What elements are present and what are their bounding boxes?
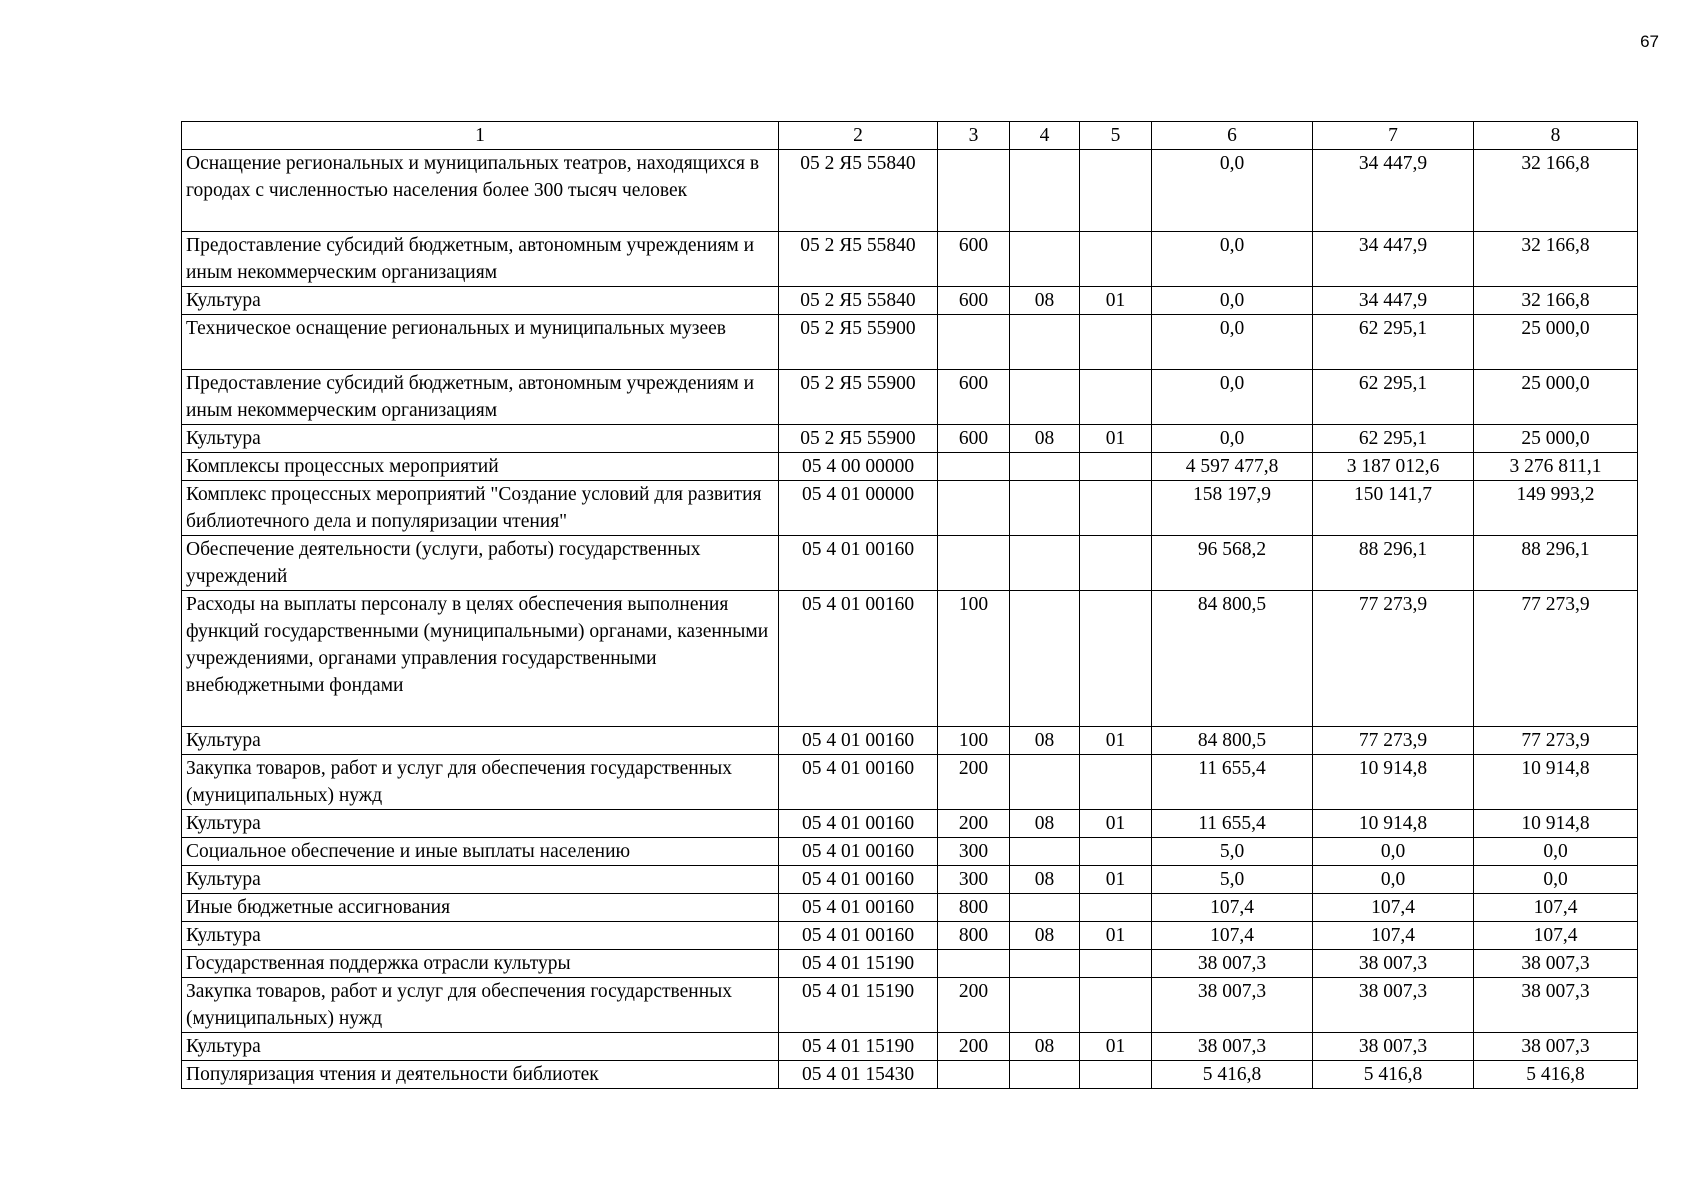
section-cell: [1010, 950, 1080, 978]
code-cell: 05 4 01 00000: [779, 481, 938, 536]
amount-col8-cell: 32 166,8: [1474, 287, 1638, 315]
amount-col8-cell: 5 416,8: [1474, 1061, 1638, 1089]
amount-col6-cell: 5 416,8: [1152, 1061, 1313, 1089]
section-cell: 08: [1010, 1033, 1080, 1061]
code-cell: 05 2 Я5 55840: [779, 232, 938, 287]
row-name-cell: Предоставление субсидий бюджетным, автономным учреждениям и иным некоммерческим организациям: [182, 232, 779, 287]
expense-type-cell: 200: [938, 1033, 1010, 1061]
amount-col8-cell: 3 276 811,1: [1474, 453, 1638, 481]
subsection-cell: [1080, 453, 1152, 481]
table-row: [182, 727, 1638, 755]
row-name-cell: Культура: [182, 866, 779, 894]
expense-type-cell: 600: [938, 425, 1010, 453]
expense-type-cell: 200: [938, 978, 1010, 1033]
row-name-cell: Техническое оснащение региональных и муниципальных музеев: [182, 315, 779, 370]
header-cell: 4: [1010, 122, 1080, 150]
header-cell: 2: [779, 122, 938, 150]
table-row: [182, 425, 1638, 453]
amount-col6-cell: 0,0: [1152, 425, 1313, 453]
amount-col7-cell: 34 447,9: [1313, 287, 1474, 315]
expense-type-cell: [938, 481, 1010, 536]
amount-col8-cell: 38 007,3: [1474, 978, 1638, 1033]
amount-col8-cell: 25 000,0: [1474, 370, 1638, 425]
code-cell: 05 4 01 00160: [779, 810, 938, 838]
section-cell: [1010, 370, 1080, 425]
code-cell: 05 4 01 00160: [779, 591, 938, 727]
header-cell: 8: [1474, 122, 1638, 150]
section-cell: [1010, 481, 1080, 536]
table-row: [182, 866, 1638, 894]
amount-col8-cell: 149 993,2: [1474, 481, 1638, 536]
subsection-cell: [1080, 150, 1152, 232]
amount-col7-cell: 107,4: [1313, 894, 1474, 922]
amount-col7-cell: 77 273,9: [1313, 591, 1474, 727]
header-cell: 7: [1313, 122, 1474, 150]
table-row: [182, 1033, 1638, 1061]
amount-col6-cell: 4 597 477,8: [1152, 453, 1313, 481]
table-row: [182, 287, 1638, 315]
code-cell: 05 2 Я5 55900: [779, 315, 938, 370]
header-cell: 3: [938, 122, 1010, 150]
table-row: [182, 232, 1638, 287]
amount-col7-cell: 150 141,7: [1313, 481, 1474, 536]
subsection-cell: [1080, 950, 1152, 978]
subsection-cell: 01: [1080, 287, 1152, 315]
amount-col6-cell: 107,4: [1152, 894, 1313, 922]
amount-col7-cell: 88 296,1: [1313, 536, 1474, 591]
amount-col7-cell: 5 416,8: [1313, 1061, 1474, 1089]
amount-col7-cell: 0,0: [1313, 838, 1474, 866]
row-name-cell: Культура: [182, 922, 779, 950]
amount-col8-cell: 107,4: [1474, 922, 1638, 950]
expense-type-cell: 200: [938, 755, 1010, 810]
amount-col6-cell: 0,0: [1152, 287, 1313, 315]
amount-col6-cell: 158 197,9: [1152, 481, 1313, 536]
code-cell: 05 4 00 00000: [779, 453, 938, 481]
expense-type-cell: [938, 536, 1010, 591]
section-cell: 08: [1010, 287, 1080, 315]
subsection-cell: 01: [1080, 425, 1152, 453]
amount-col8-cell: 38 007,3: [1474, 950, 1638, 978]
code-cell: 05 4 01 00160: [779, 838, 938, 866]
amount-col8-cell: 32 166,8: [1474, 150, 1638, 232]
amount-col8-cell: 0,0: [1474, 838, 1638, 866]
expense-type-cell: 300: [938, 838, 1010, 866]
code-cell: 05 4 01 00160: [779, 894, 938, 922]
expense-type-cell: [938, 950, 1010, 978]
subsection-cell: [1080, 481, 1152, 536]
row-name-cell: Обеспечение деятельности (услуги, работы) государственных учреждений: [182, 536, 779, 591]
amount-col6-cell: 107,4: [1152, 922, 1313, 950]
table-row: [182, 1061, 1638, 1089]
table-row: [182, 978, 1638, 1033]
amount-col7-cell: 107,4: [1313, 922, 1474, 950]
subsection-cell: [1080, 232, 1152, 287]
header-cell: 5: [1080, 122, 1152, 150]
code-cell: 05 4 01 00160: [779, 922, 938, 950]
section-cell: 08: [1010, 922, 1080, 950]
row-name-cell: Культура: [182, 727, 779, 755]
table-row: [182, 591, 1638, 727]
amount-col7-cell: 38 007,3: [1313, 950, 1474, 978]
header-row: [182, 122, 1638, 150]
amount-col6-cell: 38 007,3: [1152, 950, 1313, 978]
subsection-cell: [1080, 591, 1152, 727]
amount-col6-cell: 0,0: [1152, 370, 1313, 425]
row-name-cell: Комплексы процессных мероприятий: [182, 453, 779, 481]
subsection-cell: [1080, 894, 1152, 922]
amount-col8-cell: 38 007,3: [1474, 1033, 1638, 1061]
header-cell: 1: [182, 122, 779, 150]
amount-col6-cell: 5,0: [1152, 866, 1313, 894]
row-name-cell: Расходы на выплаты персоналу в целях обеспечения выполнения функций государственными (муниципальными) органами, казенными учреждениями, органами управления государственными внебюджетными фондами: [182, 591, 779, 727]
amount-col6-cell: 0,0: [1152, 150, 1313, 232]
expense-type-cell: 100: [938, 591, 1010, 727]
code-cell: 05 2 Я5 55840: [779, 150, 938, 232]
code-cell: 05 4 01 00160: [779, 727, 938, 755]
table-row: [182, 755, 1638, 810]
expense-type-cell: [938, 315, 1010, 370]
code-cell: 05 2 Я5 55900: [779, 370, 938, 425]
subsection-cell: [1080, 536, 1152, 591]
section-cell: [1010, 1061, 1080, 1089]
row-name-cell: Государственная поддержка отрасли культуры: [182, 950, 779, 978]
amount-col8-cell: 25 000,0: [1474, 425, 1638, 453]
row-name-cell: Предоставление субсидий бюджетным, автономным учреждениям и иным некоммерческим организациям: [182, 370, 779, 425]
amount-col6-cell: 96 568,2: [1152, 536, 1313, 591]
amount-col6-cell: 38 007,3: [1152, 1033, 1313, 1061]
code-cell: 05 4 01 15190: [779, 950, 938, 978]
amount-col6-cell: 38 007,3: [1152, 978, 1313, 1033]
table-row: [182, 894, 1638, 922]
code-cell: 05 4 01 15190: [779, 978, 938, 1033]
table-row: [182, 922, 1638, 950]
expense-type-cell: 600: [938, 287, 1010, 315]
amount-col7-cell: 62 295,1: [1313, 425, 1474, 453]
amount-col6-cell: 0,0: [1152, 315, 1313, 370]
page-number: 67: [1640, 32, 1659, 51]
section-cell: [1010, 232, 1080, 287]
amount-col7-cell: 62 295,1: [1313, 315, 1474, 370]
section-cell: [1010, 591, 1080, 727]
expense-type-cell: 100: [938, 727, 1010, 755]
row-name-cell: Культура: [182, 810, 779, 838]
amount-col8-cell: 88 296,1: [1474, 536, 1638, 591]
row-name-cell: Иные бюджетные ассигнования: [182, 894, 779, 922]
table-row: [182, 150, 1638, 232]
subsection-cell: 01: [1080, 1033, 1152, 1061]
expense-type-cell: 800: [938, 894, 1010, 922]
subsection-cell: [1080, 978, 1152, 1033]
header-cell: 6: [1152, 122, 1313, 150]
code-cell: 05 4 01 00160: [779, 536, 938, 591]
amount-col6-cell: 5,0: [1152, 838, 1313, 866]
row-name-cell: Оснащение региональных и муниципальных театров, находящихся в городах с численностью населения более 300 тысяч человек: [182, 150, 779, 232]
amount-col6-cell: 84 800,5: [1152, 591, 1313, 727]
expense-type-cell: [938, 150, 1010, 232]
subsection-cell: [1080, 755, 1152, 810]
amount-col7-cell: 77 273,9: [1313, 727, 1474, 755]
amount-col7-cell: 38 007,3: [1313, 1033, 1474, 1061]
expense-type-cell: [938, 1061, 1010, 1089]
section-cell: [1010, 315, 1080, 370]
subsection-cell: [1080, 838, 1152, 866]
expense-type-cell: 200: [938, 810, 1010, 838]
amount-col7-cell: 10 914,8: [1313, 755, 1474, 810]
row-name-cell: Закупка товаров, работ и услуг для обеспечения государственных (муниципальных) нужд: [182, 978, 779, 1033]
table-row: [182, 950, 1638, 978]
code-cell: 05 2 Я5 55900: [779, 425, 938, 453]
subsection-cell: [1080, 1061, 1152, 1089]
table-row: [182, 810, 1638, 838]
subsection-cell: 01: [1080, 922, 1152, 950]
amount-col6-cell: 84 800,5: [1152, 727, 1313, 755]
code-cell: 05 4 01 00160: [779, 755, 938, 810]
section-cell: 08: [1010, 866, 1080, 894]
amount-col6-cell: 11 655,4: [1152, 755, 1313, 810]
row-name-cell: Культура: [182, 287, 779, 315]
section-cell: 08: [1010, 810, 1080, 838]
row-name-cell: Культура: [182, 1033, 779, 1061]
amount-col8-cell: 32 166,8: [1474, 232, 1638, 287]
code-cell: 05 4 01 15190: [779, 1033, 938, 1061]
amount-col7-cell: 0,0: [1313, 866, 1474, 894]
section-cell: [1010, 755, 1080, 810]
table-row: [182, 536, 1638, 591]
budget-table: [181, 121, 1638, 1089]
section-cell: 08: [1010, 425, 1080, 453]
code-cell: 05 2 Я5 55840: [779, 287, 938, 315]
row-name-cell: Культура: [182, 425, 779, 453]
amount-col7-cell: 38 007,3: [1313, 978, 1474, 1033]
subsection-cell: [1080, 315, 1152, 370]
amount-col7-cell: 34 447,9: [1313, 150, 1474, 232]
amount-col8-cell: 77 273,9: [1474, 727, 1638, 755]
section-cell: [1010, 453, 1080, 481]
subsection-cell: 01: [1080, 810, 1152, 838]
code-cell: 05 4 01 00160: [779, 866, 938, 894]
table-row: [182, 481, 1638, 536]
amount-col7-cell: 10 914,8: [1313, 810, 1474, 838]
subsection-cell: 01: [1080, 727, 1152, 755]
expense-type-cell: [938, 453, 1010, 481]
table-row: [182, 838, 1638, 866]
amount-col8-cell: 0,0: [1474, 866, 1638, 894]
section-cell: [1010, 536, 1080, 591]
table-row: [182, 453, 1638, 481]
section-cell: [1010, 978, 1080, 1033]
row-name-cell: Популяризация чтения и деятельности библиотек: [182, 1061, 779, 1089]
amount-col8-cell: 107,4: [1474, 894, 1638, 922]
section-cell: 08: [1010, 727, 1080, 755]
amount-col7-cell: 3 187 012,6: [1313, 453, 1474, 481]
subsection-cell: [1080, 370, 1152, 425]
amount-col8-cell: 10 914,8: [1474, 810, 1638, 838]
table-row: [182, 370, 1638, 425]
row-name-cell: Социальное обеспечение и иные выплаты населению: [182, 838, 779, 866]
amount-col6-cell: 11 655,4: [1152, 810, 1313, 838]
row-name-cell: Комплекс процессных мероприятий "Создание условий для развития библиотечного дела и популяризации чтения": [182, 481, 779, 536]
amount-col8-cell: 10 914,8: [1474, 755, 1638, 810]
section-cell: [1010, 838, 1080, 866]
amount-col7-cell: 62 295,1: [1313, 370, 1474, 425]
amount-col8-cell: 77 273,9: [1474, 591, 1638, 727]
code-cell: 05 4 01 15430: [779, 1061, 938, 1089]
expense-type-cell: 300: [938, 866, 1010, 894]
section-cell: [1010, 150, 1080, 232]
amount-col8-cell: 25 000,0: [1474, 315, 1638, 370]
row-name-cell: Закупка товаров, работ и услуг для обеспечения государственных (муниципальных) нужд: [182, 755, 779, 810]
expense-type-cell: 800: [938, 922, 1010, 950]
expense-type-cell: 600: [938, 370, 1010, 425]
amount-col7-cell: 34 447,9: [1313, 232, 1474, 287]
section-cell: [1010, 894, 1080, 922]
table-row: [182, 315, 1638, 370]
expense-type-cell: 600: [938, 232, 1010, 287]
subsection-cell: 01: [1080, 866, 1152, 894]
amount-col6-cell: 0,0: [1152, 232, 1313, 287]
